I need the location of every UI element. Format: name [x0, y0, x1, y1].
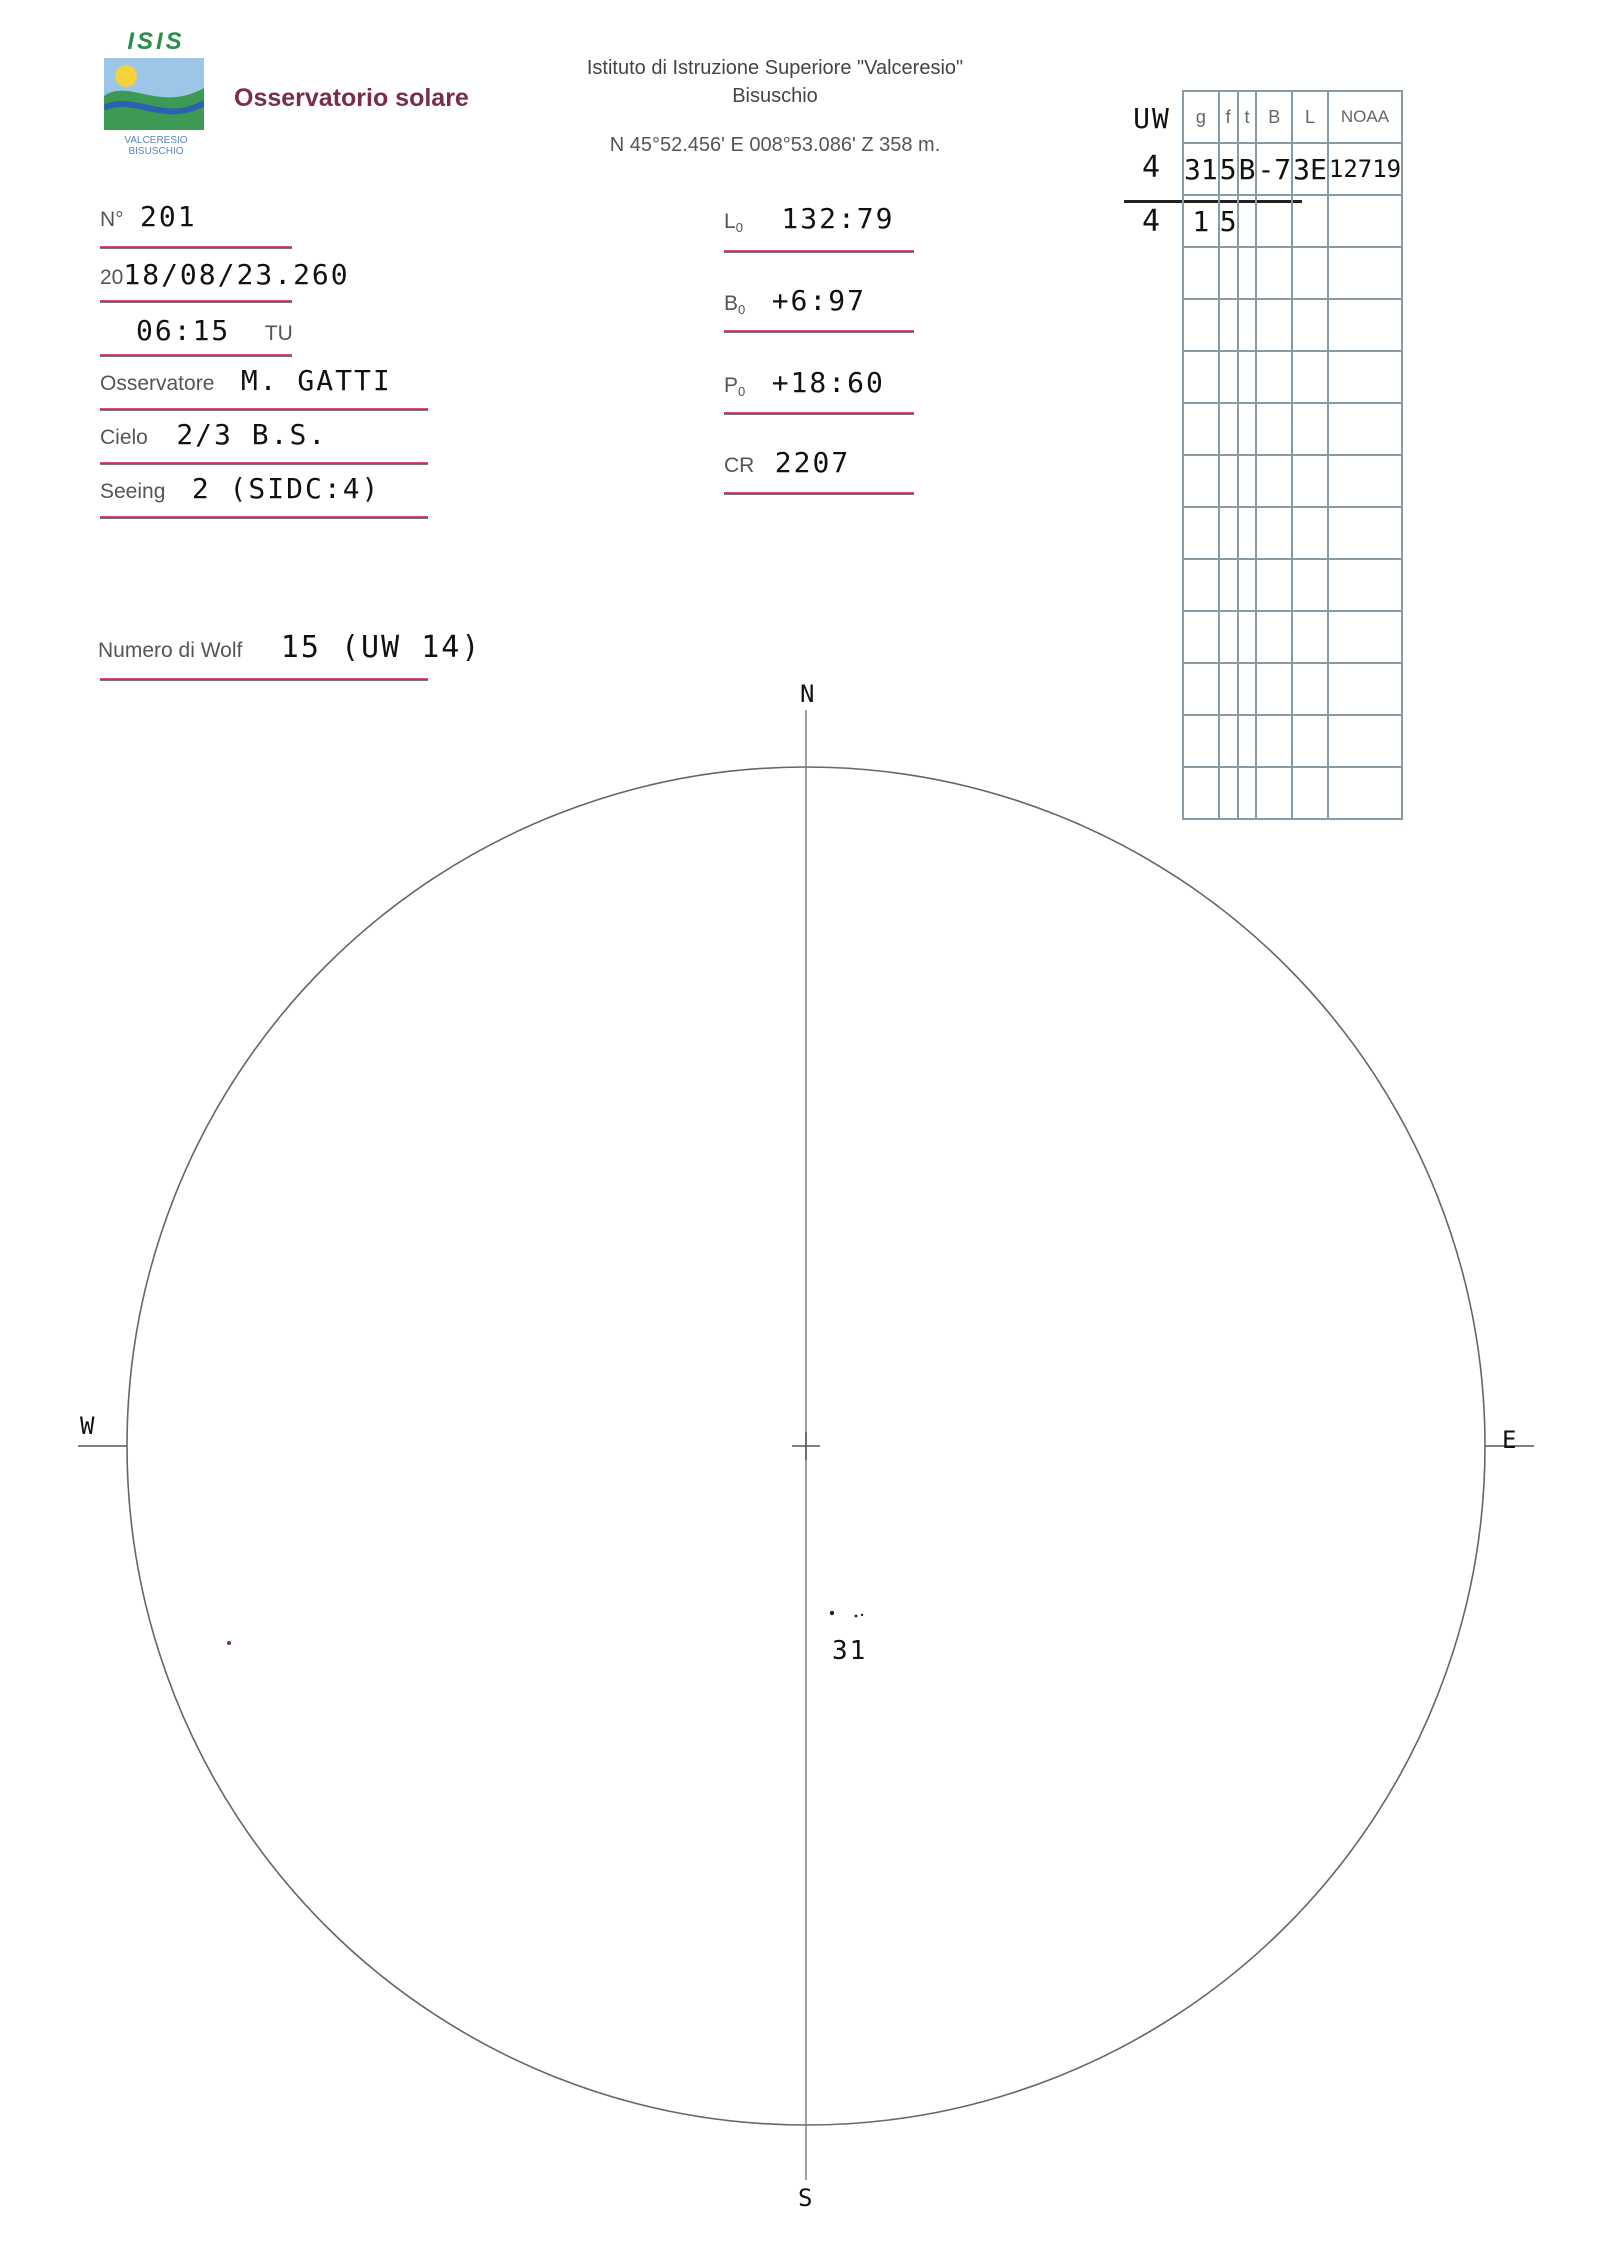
- cell-g: 31: [1183, 143, 1219, 195]
- sunspot-group-label: 31: [832, 1636, 868, 1666]
- cell-t: B: [1238, 143, 1257, 195]
- cell-b: -7: [1256, 143, 1292, 195]
- b0-sub: 0: [738, 302, 746, 318]
- date-value: 18/08/23.260: [123, 258, 350, 291]
- logo-line-1: VALCERESIO: [124, 135, 188, 146]
- south-label: S: [798, 2184, 815, 2212]
- header-b: B: [1256, 91, 1292, 143]
- cell-l: 3E: [1292, 143, 1328, 195]
- cell-noaa: 12719: [1328, 143, 1402, 195]
- header-t: t: [1238, 91, 1257, 143]
- cell-g: 1: [1183, 195, 1219, 247]
- sunspot: [830, 1611, 834, 1615]
- uw-row-1: 4: [1141, 150, 1163, 185]
- sunspot: [861, 1614, 863, 1616]
- cr-label: CR: [724, 454, 755, 477]
- time-value: 06:15: [136, 314, 231, 347]
- wolf-value: 15 (UW 14): [280, 630, 482, 665]
- north-label: N: [800, 680, 817, 708]
- wolf-label: Numero di Wolf: [98, 639, 243, 662]
- header-l: L: [1292, 91, 1328, 143]
- cell-f: 5: [1219, 143, 1238, 195]
- east-label: E: [1502, 1426, 1519, 1454]
- logo-line-2: BISUSCHIO: [128, 146, 184, 157]
- number-value: 201: [140, 200, 197, 233]
- header-g: g: [1183, 91, 1219, 143]
- institute-name: Istituto di Istruzione Superiore "Valceresio": [586, 57, 964, 79]
- number-label: N°: [100, 208, 124, 231]
- sky-value: 2/3 B.S.: [176, 418, 328, 451]
- west-label: W: [80, 1412, 97, 1440]
- p0-label: P: [724, 374, 739, 397]
- header-f: f: [1219, 91, 1238, 143]
- p0-value: +18:60: [771, 366, 885, 399]
- paper-speck: [227, 1641, 231, 1645]
- l0-sub: 0: [735, 220, 743, 236]
- header-noaa: NOAA: [1328, 91, 1402, 143]
- cr-value: 2207: [774, 446, 851, 479]
- l0-value: 132:79: [781, 202, 895, 235]
- observatory-title: Osservatorio solare: [234, 84, 469, 112]
- b0-label: B: [724, 292, 739, 315]
- institute-town: Bisuschio: [732, 85, 818, 107]
- time-label: TU: [264, 322, 293, 345]
- l0-label: L: [724, 210, 736, 233]
- sky-label: Cielo: [100, 426, 148, 449]
- date-prefix: 20: [100, 266, 124, 289]
- p0-sub: 0: [738, 384, 746, 400]
- observer-value: M. GATTI: [240, 364, 392, 397]
- observer-label: Osservatore: [100, 372, 215, 395]
- seeing-label: Seeing: [100, 480, 166, 503]
- uw-row-2: 4: [1141, 204, 1163, 239]
- sunspot: [855, 1615, 858, 1618]
- seeing-value: 2 (SIDC:4): [191, 472, 381, 505]
- logo-word: ISIS: [127, 28, 185, 55]
- site-coordinates: N 45°52.456' E 008°53.086' Z 358 m.: [609, 134, 941, 156]
- b0-value: +6:97: [771, 284, 866, 317]
- cell-f: 5: [1219, 195, 1238, 247]
- uw-header: UW: [1133, 102, 1171, 135]
